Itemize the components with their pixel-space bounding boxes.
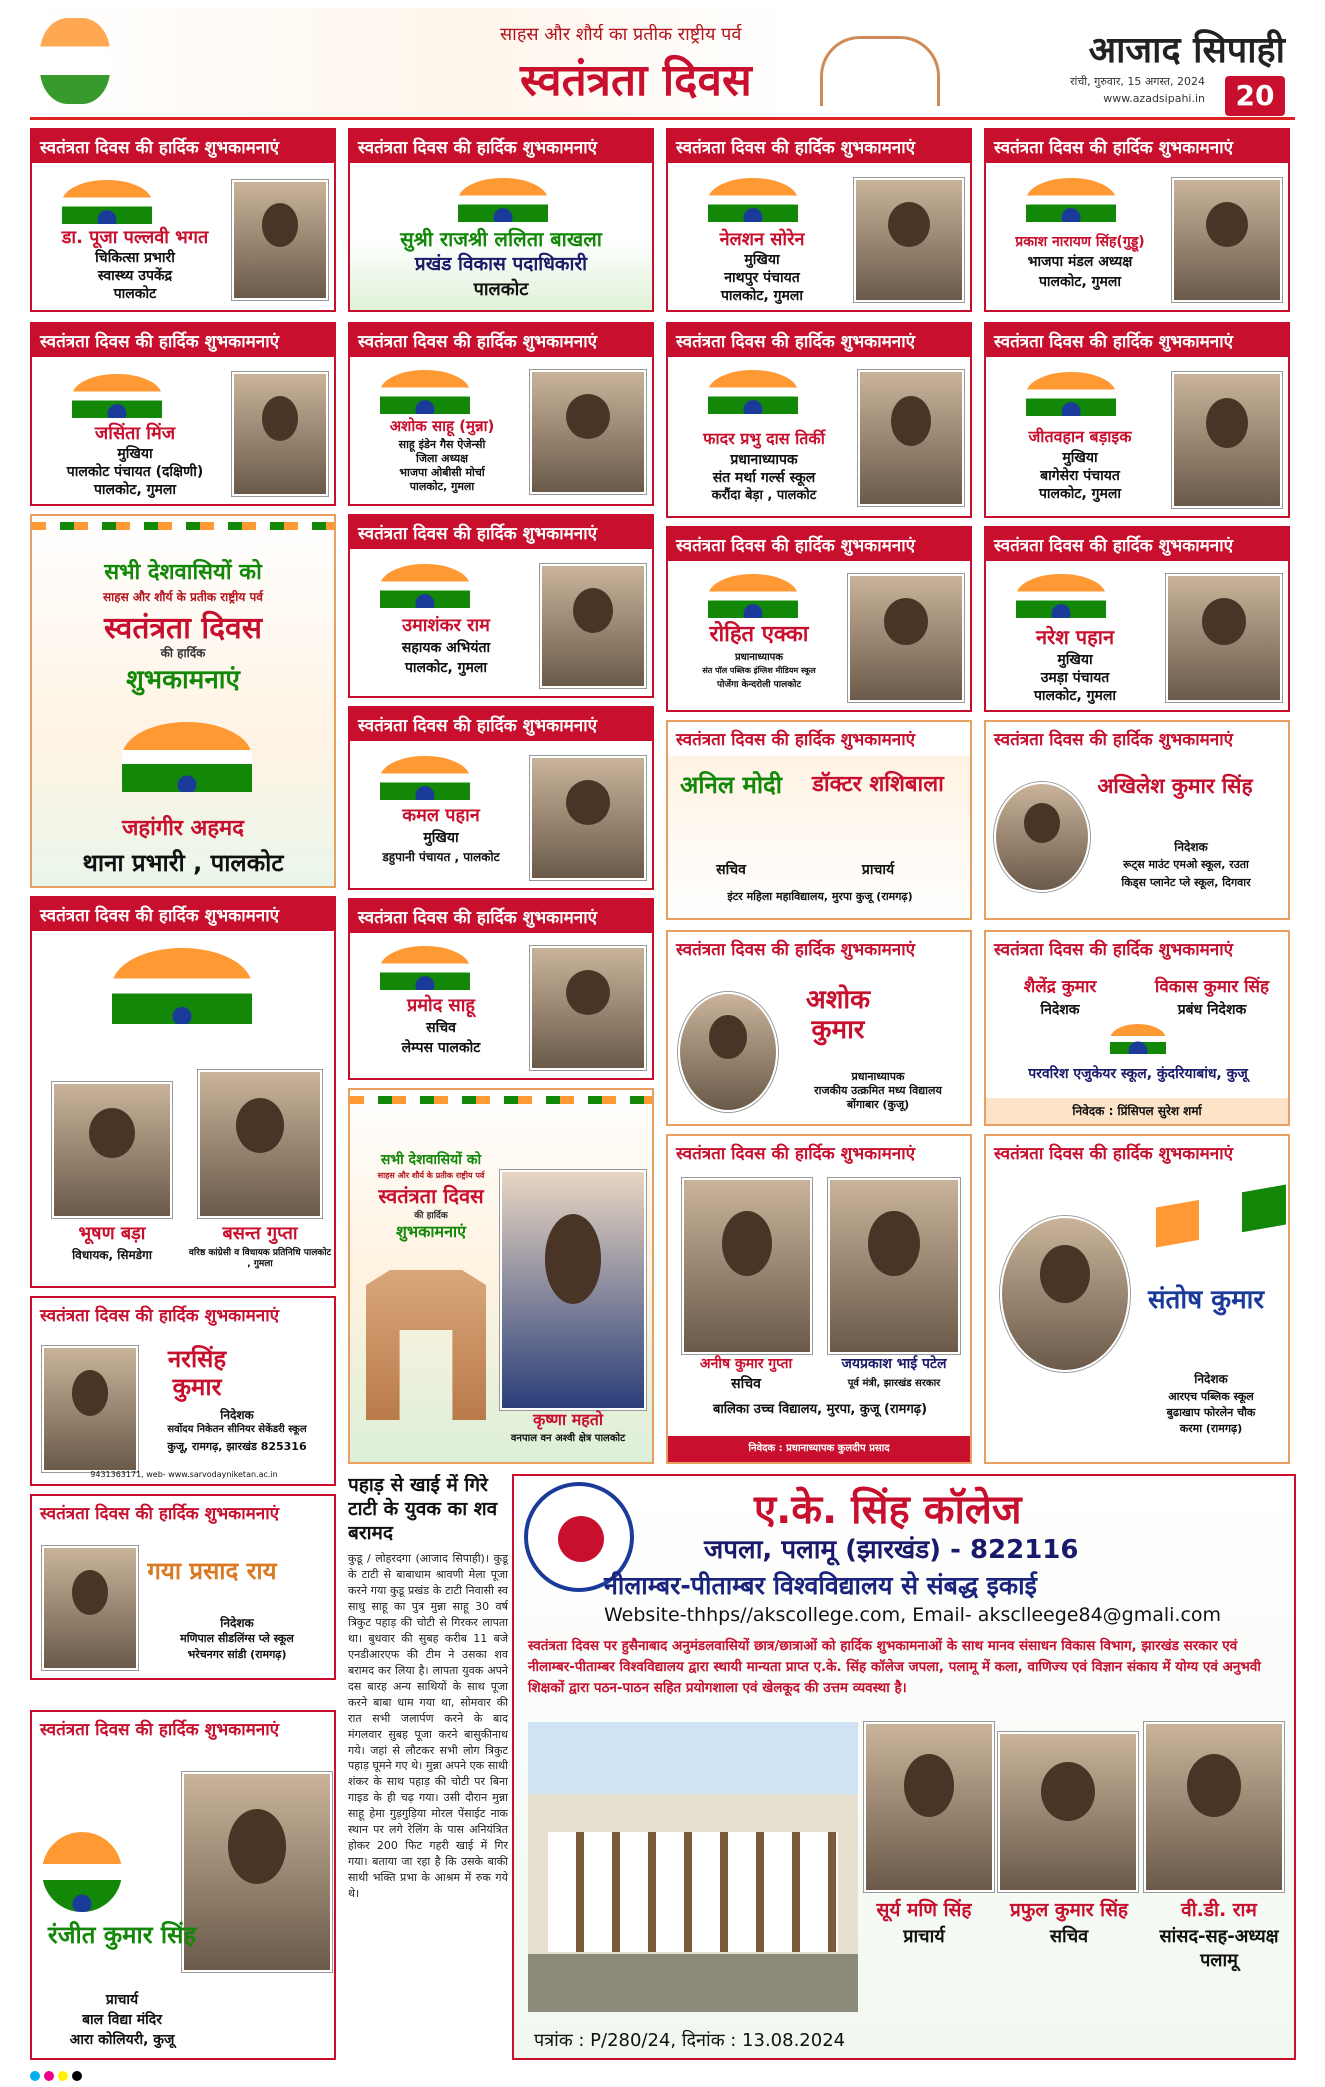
card-header: स्वतंत्रता दिवस की हार्दिक शुभकामनाएं <box>668 528 970 561</box>
college-affiliation: नीलाम्बर-पीताम्बर विश्वविद्यालय से संबद्ध इकाई <box>604 1571 1037 1600</box>
banner-line: की हार्दिक <box>414 1211 448 1221</box>
card-header: स्वतंत्रता दिवस की हार्दिक शुभकामनाएं <box>32 1496 334 1529</box>
greeting-card <box>30 1710 336 2060</box>
greeting-card <box>666 128 972 312</box>
person-name: भूषण बड़ा <box>78 1223 146 1244</box>
india-gate-icon <box>820 36 940 106</box>
person-name: सूर्य मणि सिंह <box>876 1899 972 1921</box>
person-name: डा. पूजा पल्लवी भगत <box>61 227 209 248</box>
banner-line: साहस और शौर्य के प्रतीक राष्ट्रीय पर्व <box>377 1171 485 1180</box>
person-role: थाना प्रभारी , पालकोट <box>82 849 284 877</box>
person-role: मुखिया <box>117 446 153 462</box>
person-role: प्राचार्य <box>861 862 895 878</box>
person-photo <box>42 1346 138 1472</box>
banner-line: सभी देशवासियों को <box>380 1152 482 1168</box>
greeting-card <box>984 1134 1290 1464</box>
person-org: संत पॉल पब्लिक इंग्लिश मीडियम स्कूल <box>702 666 816 675</box>
newspaper-name: आजाद सिपाही <box>1088 30 1285 71</box>
person-photo <box>530 370 646 494</box>
person-role: निदेशक <box>220 1616 254 1630</box>
greeting-card <box>348 898 654 1080</box>
person-name: डॉक्टर शशिबाला <box>812 772 944 797</box>
person-photo <box>198 1070 322 1218</box>
tricolor-emblem-icon <box>1026 178 1116 222</box>
tricolor-emblem-icon <box>458 178 548 222</box>
organization: इंटर महिला महाविद्यालय, मुरपा कुजू (रामगढ़) <box>727 890 913 903</box>
tricolor-emblem-icon <box>708 574 798 618</box>
card-header: स्वतंत्रता दिवस की हार्दिक शुभकामनाएं <box>668 324 970 357</box>
person-photo <box>500 1170 646 1410</box>
person-role: चिकित्सा प्रभारी <box>95 250 175 266</box>
greeting-card <box>30 322 336 506</box>
person-photo <box>1000 1216 1130 1372</box>
organization: परवरिश एजुकेयर स्कूल, कुंदरियाबांध, कुजू <box>1028 1066 1248 1082</box>
person-org: बागेसेरा पंचायत <box>1040 468 1120 484</box>
person-photo <box>848 574 964 702</box>
person-role: पूर्व मंत्री, झारखंड सरकार <box>847 1378 941 1389</box>
card-header: स्वतंत्रता दिवस की हार्दिक शुभकामनाएं <box>668 130 970 163</box>
tricolor-emblem-icon <box>62 180 152 224</box>
greeting-card <box>30 896 336 1288</box>
tricolor-emblem-icon <box>1026 372 1116 416</box>
person-place: करौंदा बेड़ा , पालकोट <box>711 488 817 503</box>
person-name: जयप्रकाश भाई पटेल <box>841 1356 947 1372</box>
person-photo <box>828 1178 960 1354</box>
person-name: जसिंता मिंज <box>94 423 176 444</box>
person-org: राजकीय उत्क्रमित मध्य विद्यालय <box>814 1084 942 1097</box>
person-name: रोहित एक्का <box>709 622 809 647</box>
person-place: पालकोट, गुमला <box>93 482 177 498</box>
person-photo <box>232 372 328 496</box>
person-name: गया प्रसाद राय <box>147 1557 277 1585</box>
greeting-card <box>984 720 1290 920</box>
greeting-card <box>666 322 972 518</box>
tricolor-emblem-icon <box>708 370 798 414</box>
person-name: प्रकाश नारायण सिंह(गुड्डू) <box>1015 234 1145 250</box>
greeting-card <box>984 526 1290 712</box>
person-org: साहू इंडेन गैस ऐजेन्सी <box>398 438 486 451</box>
person-name: अनिल मोदी <box>679 771 783 799</box>
tricolor-emblem-icon <box>380 370 470 414</box>
greeting-card <box>984 930 1290 1126</box>
person-name: नरेश पहान <box>1035 625 1115 649</box>
person-photo <box>858 370 964 506</box>
card-header: स्वतंत्रता दिवस की हार्दिक शुभकामनाएं <box>986 722 1288 755</box>
person-place: पालकोट, गुमला <box>404 660 488 676</box>
person-photo <box>1144 1722 1284 1892</box>
greeting-card <box>30 1494 336 1680</box>
person-name: अनीष कुमार गुप्ता <box>699 1356 793 1372</box>
person-photo <box>182 1772 332 1972</box>
person-org: बाल विद्या मंदिर <box>82 2012 162 2028</box>
person-place: पालकोट, गुमला <box>1033 688 1117 704</box>
tricolor-emblem-icon <box>380 946 470 990</box>
person-role: निदेशक <box>220 1408 254 1422</box>
banner-line: सभी देशवासियों को <box>104 560 262 585</box>
person-role: प्रधानाध्यापक <box>851 1070 905 1083</box>
person-role: प्रखंड विकास पदाधिकारी <box>414 253 588 275</box>
greeting-banner <box>30 514 336 888</box>
college-advertisement <box>512 1474 1296 2060</box>
person-org: किड्स प्लानेट प्ले स्कूल, दिगवार <box>1121 876 1251 889</box>
banner-title: स्वतंत्रता दिवस <box>104 611 262 646</box>
person-role: सचिव <box>716 862 746 878</box>
person-org: संत मर्था गर्ल्स स्कूल <box>712 470 816 486</box>
college-title: ए.के. सिंह कॉलेज <box>754 1487 1022 1533</box>
news-headline[interactable]: पहाड़ से खाई में गिरे टाटी के युवक का शव बरामद <box>348 1474 498 1544</box>
person-photo <box>682 1178 812 1354</box>
person-name: उमाशंकर राम <box>402 615 490 636</box>
person-role: सचिव <box>1049 1926 1089 1947</box>
news-body: कुडू / लोहरदगा (आजाद सिपाही)। कुडू के टाटी से बाबाधाम श्रावणी मेला पूजा करने गया कुडू प्रखंड के टाटी निवासी स्व साधु साहू का पुत्र मुन्ना साहू 30 वर्ष त्रिकुट पहाड़ की चोटी से गिरकर लापता था। बुधवार की सुबह करीब 11 बजे एनडीआरएफ की टीम ने उसका शव बरामद कर लिया है। लापता युवक अपने दस बारह अन्य साथियों के साथ पूजा करने बाबा धाम गया था, सोमवार की रात सभी जलार्पण करने के बाद मंगलवार सुबह पूजा करने बासुकीनाथ गये। जहां से लौटकर सभी लोग त्रिकुट पहाड़ घूमने गए थे। मुन्ना अपने एक साथी शंकर के साथ पहाड़ की चोटी पर बिना गाइड के ही चढ़ गया। उसी दौरान मुन्ना साहू हेमा गुड़गुड़िया मोरल पेंसाईट नाक स्थान पर लगे रेलिंग के पास अनियंत्रित होकर 200 फिट गहरी खाई में गिर गया। बताया जा रहा है कि उसके बाकी साथी भक्ति प्रभा के आश्रम में रुक गये थे। <box>348 1552 508 1900</box>
newspaper-website[interactable]: www.azadsipahi.in <box>1103 92 1205 105</box>
person-role: जिला अध्यक्ष <box>416 452 468 465</box>
card-header: स्वतंत्रता दिवस की हार्दिक शुभकामनाएं <box>32 1298 334 1331</box>
person-role: सचिव <box>731 1376 761 1392</box>
person-photo <box>232 180 328 300</box>
person-role: विधायक, सिमडेगा <box>72 1248 152 1262</box>
card-header: स्वतंत्रता दिवस की हार्दिक शुभकामनाएं <box>986 1136 1288 1169</box>
person-place: बुढाखाप फोरलेन चौक <box>1166 1406 1256 1419</box>
person-name: रंजीत कुमार सिंह <box>47 1921 197 1949</box>
person-photo <box>540 564 646 688</box>
person-role: प्रबंध निदेशक <box>1177 1002 1247 1018</box>
page-number: 20 <box>1225 76 1285 116</box>
person-role: प्रधानाध्यापक <box>730 452 798 468</box>
person-name: बसन्त गुप्ता <box>222 1223 298 1244</box>
person-role: निदेशक <box>1174 840 1208 854</box>
card-header: स्वतंत्रता दिवस की हार्दिक शुभकामनाएं <box>350 900 652 933</box>
person-photo <box>1172 178 1282 302</box>
banner-line: साहस और शौर्य के प्रतीक राष्ट्रीय पर्व <box>103 590 263 604</box>
card-header: स्वतंत्रता दिवस की हार्दिक शुभकामनाएं <box>350 708 652 741</box>
person-name: कमल पहान <box>402 805 480 826</box>
college-contact[interactable]: Website-thhps//akscollege.com, Email- aksclleege84@gmali.com <box>604 1604 1222 1626</box>
person-name: प्रमोद साहू <box>407 995 475 1016</box>
person-role: प्रधानाध्यापक <box>734 652 784 663</box>
person-place: पालकोट <box>473 279 529 300</box>
card-header: स्वतंत्रता दिवस की हार्दिक शुभकामनाएं <box>986 932 1288 965</box>
sponsor-footer: निवेदक : प्रिंसिपल सुरेश शर्मा <box>986 1098 1288 1124</box>
person-name: अशोक साहू (मुन्ना) <box>389 417 495 435</box>
chakra-icon <box>42 1832 122 1912</box>
card-header: स्वतंत्रता दिवस की हार्दिक शुभकामनाएं <box>986 130 1288 163</box>
tricolor-emblem-icon <box>708 178 798 222</box>
card-header: स्वतंत्रता दिवस की हार्दिक शुभकामनाएं <box>668 1136 970 1169</box>
person-role: निदेशक <box>1194 1372 1228 1386</box>
person-role: प्राचार्य <box>105 1992 139 2008</box>
person-place: आरा कोलियरी, कुजू <box>69 2032 175 2048</box>
person-name: फादर प्रभु दास तिर्की <box>703 429 825 448</box>
greeting-card <box>984 128 1290 312</box>
person-place: डहुपानी पंचायत , पालकोट <box>382 850 500 864</box>
person-role: मुखिया <box>744 252 780 268</box>
person-name: वी.डी. राम <box>1181 1899 1257 1921</box>
person-name: अखिलेश कुमार सिंह <box>1097 774 1253 798</box>
person-name: कृष्णा महतो <box>532 1410 604 1429</box>
card-header: स्वतंत्रता दिवस की हार्दिक शुभकामनाएं <box>350 516 652 549</box>
person-place: पालकोट, गुमला <box>409 480 475 493</box>
person-org: पालकोट पंचायत (दक्षिणी) <box>66 464 204 480</box>
person-name: प्रफुल कुमार सिंह <box>1009 1899 1129 1921</box>
person-name: अशोक कुमार <box>805 985 871 1045</box>
person-photo <box>864 1722 994 1892</box>
card-header: स्वतंत्रता दिवस की हार्दिक शुभकामनाएं <box>668 722 970 755</box>
card-header: स्वतंत्रता दिवस की हार्दिक शुभकामनाएं <box>986 528 1288 561</box>
person-org: मणिपाल सीडलिंग्स प्ले स्कूल <box>180 1632 294 1645</box>
person-place: पालकोट, गुमला <box>1038 486 1122 502</box>
greeting-banner <box>348 1088 654 1464</box>
greeting-card <box>666 526 972 712</box>
reference-number: पत्रांक : P/280/24, दिनांक : 13.08.2024 <box>534 2030 846 2051</box>
banner-line: शुभकामनाएं <box>126 665 240 695</box>
person-name: जहांगीर अहमद <box>122 816 244 841</box>
tricolor-emblem-icon <box>112 948 252 1024</box>
sponsor-footer: निवेदक : प्रधानाध्यापक कुलदीप प्रसाद <box>668 1436 970 1462</box>
person-place: कुजू, रामगढ़, झारखंड 825316 <box>167 1440 307 1453</box>
person-photo <box>998 1732 1138 1892</box>
person-place: बोंगाबार (कुजू) <box>846 1098 910 1111</box>
card-header: स्वतंत्रता दिवस की हार्दिक शुभकामनाएं <box>32 1712 334 1745</box>
greeting-card <box>348 128 654 312</box>
person-org: उमड़ा पंचायत <box>1040 670 1110 686</box>
masthead-tagline: साहस और शौर्य का प्रतीक राष्ट्रीय पर्व <box>500 24 742 45</box>
greeting-card <box>666 1134 972 1464</box>
tricolor-emblem-icon <box>1016 574 1106 618</box>
person-name: सुश्री राजश्री ललिता बाखला <box>400 227 602 251</box>
card-header: स्वतंत्रता दिवस की हार्दिक शुभकामनाएं <box>668 932 970 965</box>
greeting-card <box>348 706 654 890</box>
color-registration-marks <box>30 2066 1295 2082</box>
person-name: नरसिंह कुमार <box>167 1345 227 1401</box>
card-header: स्वतंत्रता दिवस की हार्दिक शुभकामनाएं <box>350 324 652 357</box>
person-photo <box>1166 574 1282 702</box>
news-article <box>348 1474 508 2060</box>
tricolor-emblem-icon <box>122 722 252 792</box>
card-header: स्वतंत्रता दिवस की हार्दिक शुभकामनाएं <box>32 130 334 163</box>
person-role: सचिव <box>426 1020 456 1036</box>
person-role: मुखिया <box>1062 450 1098 466</box>
person-org: आरएच पब्लिक स्कूल <box>1168 1390 1254 1403</box>
person-name: शैलेंद्र कुमार <box>1023 977 1097 997</box>
college-description: स्वतंत्रता दिवस पर हुसैनाबाद अनुमंडलवासियों छात्र/छात्राओं को हार्दिक शुभकामनाओं के साथ मानव संसाधन विकास विभाग, झारखंड सरकार एवं नीलाम्बर-पीताम्बर विश्वविद्यालय द्वारा स्थायी मान्यता प्राप्त ए.के. सिंह कॉलेज जपला, पलामू में कला, वाणिज्य एवं विज्ञान संकाय में योग्य एवं अनुभवी शिक्षकों द्वारा पठन-पाठन सहित प्रयोगशाला एवं खेलकूद की उत्तम व्यवस्था है। <box>528 1638 1261 1696</box>
banner-title: स्वतंत्रता दिवस <box>378 1184 484 1208</box>
card-header: स्वतंत्रता दिवस की हार्दिक शुभकामनाएं <box>986 324 1288 357</box>
greeting-card <box>30 1296 336 1486</box>
contact-line: 9431363171, web- www.sarvodayniketan.ac.in <box>90 1470 278 1479</box>
masthead <box>30 8 1295 120</box>
person-place: लेम्पस पालकोट <box>401 1040 481 1056</box>
greeting-card <box>666 930 972 1126</box>
person-role: वरिष्ठ कांग्रेसी व विधायक प्रतिनिधि पालकोट , गुमला <box>188 1248 332 1270</box>
person-org: सर्वोदय निकेतन सीनियर सेकेंडरी स्कूल <box>167 1424 307 1435</box>
person-place: पालकोट <box>113 286 157 302</box>
tricolor-emblem-icon <box>380 564 470 608</box>
person-role: मुखिया <box>1057 652 1093 668</box>
greeting-card <box>30 128 336 312</box>
person-photo <box>530 756 646 880</box>
person-role: भाजपा मंडल अध्यक्ष <box>1027 254 1133 270</box>
person-name: जीतवहान बड़ाइक <box>1028 427 1132 446</box>
college-address: जपला, पलामू (झारखंड) - 822116 <box>704 1535 1079 1565</box>
person-name: विकास कुमार सिंह <box>1154 977 1270 997</box>
person-photo <box>854 178 964 302</box>
card-header: स्वतंत्रता दिवस की हार्दिक शुभकामनाएं <box>32 898 334 931</box>
tricolor-emblem-icon <box>72 374 162 418</box>
tricolor-emblem-icon <box>1110 1024 1166 1054</box>
person-org: नाथपुर पंचायत <box>724 270 800 286</box>
greeting-card <box>984 322 1290 518</box>
person-role: निदेशक <box>1040 1002 1080 1018</box>
person-name: नेलशन सोरेन <box>719 229 805 250</box>
tricolor-emblem-icon <box>380 756 470 800</box>
person-name: संतोष कुमार <box>1147 1285 1265 1315</box>
flag-ribbon-icon <box>1156 1185 1286 1248</box>
person-role: प्राचार्य <box>903 1926 945 1947</box>
greeting-card <box>348 322 654 506</box>
person-place: करमा (रामगढ़) <box>1179 1422 1243 1435</box>
greeting-card <box>348 514 654 698</box>
person-place: पोजेंगा केन्दरोली पालकोट <box>716 680 802 690</box>
person-role: सांसद-सह-अध्यक्ष पलामू <box>1159 1926 1279 1971</box>
card-header: स्वतंत्रता दिवस की हार्दिक शुभकामनाएं <box>350 130 652 163</box>
person-role: मुखिया <box>423 830 459 846</box>
organization: बालिका उच्च विद्यालय, मुरपा, कुजू (रामगढ़) <box>712 1402 928 1417</box>
person-photo <box>52 1082 172 1218</box>
banner-line: की हार्दिक <box>160 646 206 660</box>
person-place: पालकोट, गुमला <box>720 288 804 304</box>
issue-date: रांची, गुरुवार, 15 अगस्त, 2024 <box>1069 75 1205 88</box>
person-photo <box>42 1546 138 1670</box>
greeting-card <box>666 720 972 920</box>
person-org: रूट्स माउंट एमओ स्कूल, रउता <box>1123 858 1249 871</box>
person-photo <box>1172 372 1282 508</box>
masthead-title: स्वतंत्रता दिवस <box>520 55 752 106</box>
person-role: सहायक अभियंता <box>401 640 491 656</box>
person-place: भरेचनगर सांडी (रामगढ़) <box>187 1648 287 1661</box>
person-org: स्वास्थ्य उपकेंद्र <box>97 268 173 284</box>
person-role: वनपाल वन अश्वी क्षेत्र पालकोट <box>510 1433 626 1444</box>
person-place: पालकोट, गुमला <box>1038 274 1122 290</box>
person-photo <box>994 782 1090 892</box>
card-header: स्वतंत्रता दिवस की हार्दिक शुभकामनाएं <box>32 324 334 357</box>
person-photo <box>530 946 646 1070</box>
college-building-photo <box>528 1722 858 2012</box>
banner-line: शुभकामनाएं <box>395 1222 466 1241</box>
flag-logo-icon <box>40 18 110 104</box>
person-photo <box>678 992 778 1112</box>
person-org: भाजपा ओबीसी मोर्चा <box>399 466 485 479</box>
